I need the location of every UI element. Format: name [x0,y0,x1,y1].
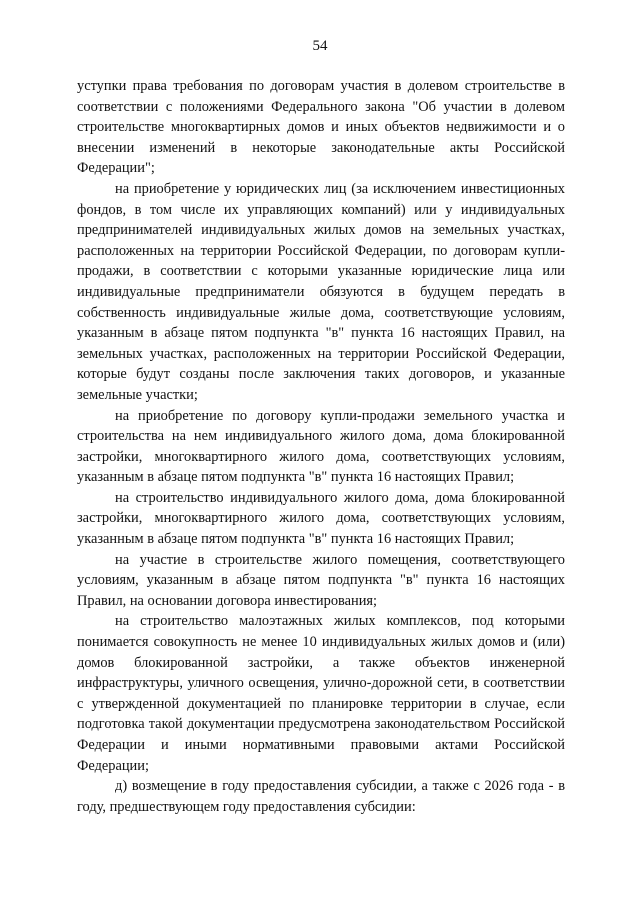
paragraph-item-d-reimbursement: д) возмещение в году предоставления субсидии, а также с 2026 года - в году, предшествующем году предоставления субсидии: [77,778,565,815]
paragraph-purchase-from-legal-entities: на приобретение у юридических лиц (за исключением инвестиционных фондов, в том числе их управляющих компаний) или у индивидуальных предпринимателей индивидуальных жилых домов на земельных участках, расположенных на территории Российской Федерации, по договорам купли-продажи, в соответствии с которыми указанные юридические лица или индивидуальные предприниматели обязуются в будущем передать в собственность индивидуальные жилые дома, соответствующие условиям, указанным в абзаце пятом подпункта "в" пункта 16 настоящих Правил, на земельных участках, расположенных на территории Российской Федерации, которые будут созданы после заключения таких договоров, и указанные земельные участки; [77,180,565,403]
paragraph-participation-investment: на участие в строительстве жилого помещения, соответствующего условиям, указанным в абзаце пятом подпункта "в" пункта 16 настоящих Правил, на основании договора инвестирования; [77,551,565,609]
paragraph-purchase-land-plot: на приобретение по договору купли-продажи земельного участка и строительства на нем индивидуального жилого дома, дома блокированной застройки, многоквартирного жилого дома, соответствующих условиям, указанным в абзаце пятом подпункта "в" пункта 16 настоящих Правил; [77,407,565,486]
page-number: 54 [312,38,328,54]
document-text-body [77,76,565,817]
paragraph-construction-house: на строительство индивидуального жилого дома, дома блокированной застройки, многоквартирного жилого дома, соответствующих условиям, указанным в абзаце пятом подпункта "в" пункта 16 настоящих Правил; [77,489,565,548]
paragraph-low-rise-complexes: на строительство малоэтажных жилых комплексов, под которыми понимается совокупность не менее 10 индивидуальных жилых домов и (или) домов блокированной застройки, а также объектов инженерной инфраструктуры, уличного освещения, улично-дорожной сети, в соответствии с утвержденной документацией по планировке территории в случае, если подготовка такой документации предусмотрена законодательством Российской Федерации и иными нормативными правовыми актами Российской Федерации; [77,613,565,774]
paragraph-assignment-of-claims: уступки права требования по договорам участия в долевом строительстве в соответствии с положениями Федерального закона "Об участии в долевом строительстве многоквартирных домов и иных объектов недвижимости и о внесении изменений в некоторые законодательные акты Российской Федерации"; [77,78,565,177]
